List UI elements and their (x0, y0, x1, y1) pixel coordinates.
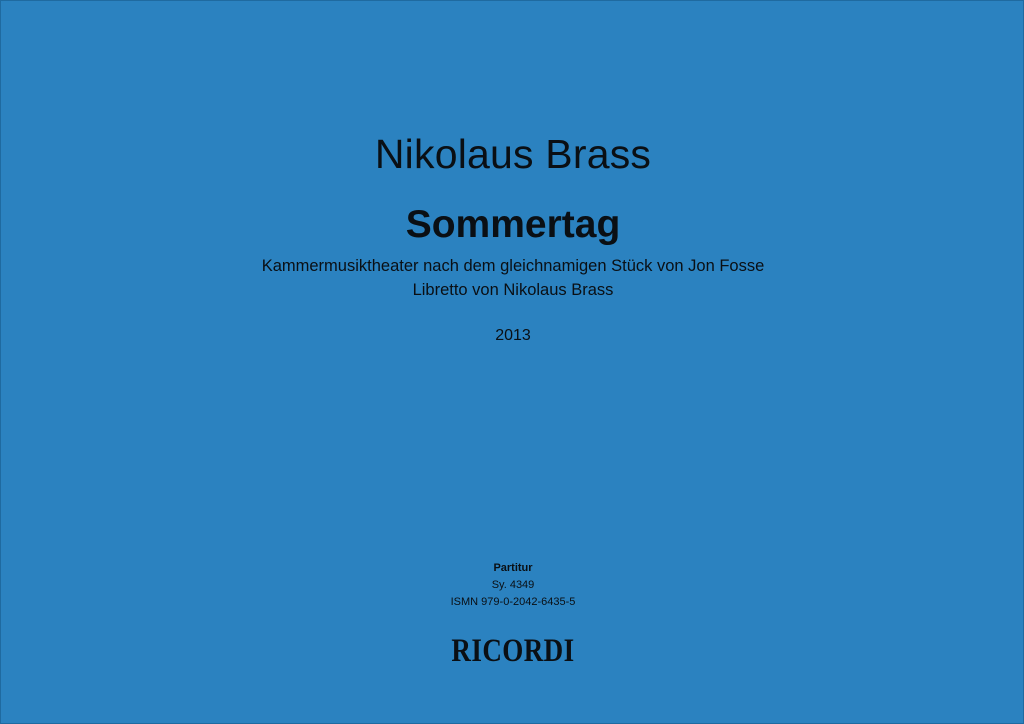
ismn-number: ISMN 979-0-2042-6435-5 (450, 596, 576, 608)
composer-name: Nikolaus Brass (374, 131, 652, 177)
composition-year: 2013 (495, 327, 531, 344)
libretto-credit: Libretto von Nikolaus Brass (412, 281, 614, 299)
work-title: Sommertag (405, 203, 621, 246)
catalog-number: Sy. 4349 (491, 579, 535, 591)
score-type-label: Partitur (493, 562, 533, 574)
publisher-logo: RICORDI (451, 633, 575, 669)
work-subtitle: Kammermusiktheater nach dem gleichnamigen Stück von Jon Fosse (261, 257, 765, 275)
